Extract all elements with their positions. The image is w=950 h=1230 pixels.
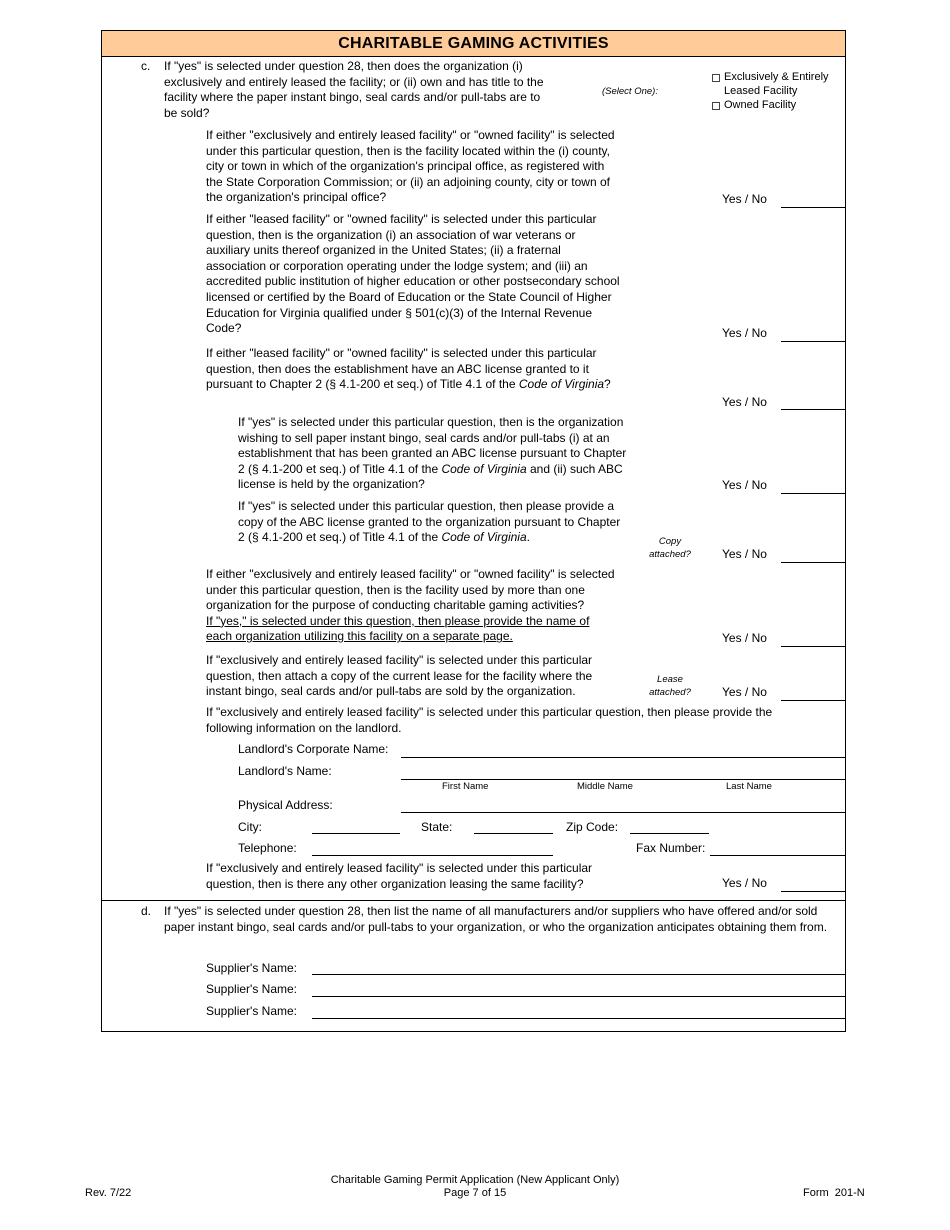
q-shared-facility <box>206 567 632 645</box>
answer-lease-attached[interactable] <box>781 700 845 701</box>
q-facility-location: If either "exclusively and entirely leased facility" or "owned facility" is selected under this particular question, then is the facility located within the (i) county, city or town in which of the organization's principal office, as registered with the State Corporation Commission; or (ii) an adjoining county, city or town of the organization's principal office? <box>206 128 615 205</box>
q-abc-license-text: If either "leased facility" or "owned facility" is selected under this particular question, then does the establishment have an ABC license granted to it pursuant to Chapter 2 (§ 4.1-200 et seq.) of Title 4.1 of the <box>206 346 597 392</box>
landlord-corp-label: Landlord's Corporate Name: <box>238 742 389 756</box>
supplier-field-1[interactable] <box>312 974 846 975</box>
supplier-field-2[interactable] <box>312 996 846 997</box>
yes-no-label: Yes / No <box>722 547 767 561</box>
supplier-label-3: Supplier's Name: <box>206 1004 297 1018</box>
q-abc-license-held <box>238 415 630 493</box>
landlord-name-field[interactable] <box>401 779 846 780</box>
q-abc-license <box>206 346 620 393</box>
footer-title: Charitable Gaming Permit Application (New Applicant Only) <box>330 1174 620 1186</box>
state-field[interactable] <box>474 833 553 834</box>
answer-other-lessee[interactable] <box>781 891 845 892</box>
facility-options <box>712 70 837 112</box>
q-abc-copy <box>238 499 630 546</box>
fax-field[interactable] <box>710 855 846 856</box>
yes-no-label: Yes / No <box>722 395 767 409</box>
physical-address-field[interactable] <box>401 812 846 813</box>
yes-no-label: Yes / No <box>722 876 767 890</box>
yes-no-label: Yes / No <box>722 631 767 645</box>
q-shared-facility-note-2: each organization utilizing this facility on a separate page. <box>206 629 513 644</box>
supplier-label-1: Supplier's Name: <box>206 961 297 975</box>
telephone-label: Telephone: <box>238 841 297 855</box>
q-organization-type: If either "leased facility" or "owned facility" is selected under this particular question, then is the organization (i) an association of war veterans or auxiliary units thereof organized in the United States; (ii) a fraternal association or corporation operating under the lodge system; and (iii) an accredited public institution of higher education or other postsecondary school licensed or certified by the Board of Education or the State Council of Higher Education for Virginia qualified under § 501(c)(3) of the Internal Revenue Code? <box>206 212 620 336</box>
city-field[interactable] <box>312 833 400 834</box>
checkbox-leased[interactable] <box>712 74 720 82</box>
code-of-virginia: Code of Virginia <box>441 530 527 545</box>
answer-organization-type[interactable] <box>781 341 845 342</box>
answer-abc-license[interactable] <box>781 409 845 410</box>
answer-abc-license-held[interactable] <box>781 493 845 494</box>
code-of-virginia: Code of Virginia <box>441 461 527 476</box>
yes-no-label: Yes / No <box>722 685 767 699</box>
code-of-virginia: Code of Virginia <box>518 377 605 392</box>
q-abc-held-end: and (ii) such ABC license is held by the organization? <box>238 461 623 492</box>
q-abc-copy-text: If "yes" is selected under this particular question, then please provide a copy of the ABC license granted to the organization pursuant to Chapter 2 (§ 4.1-200 et seq.) of Title 4.1 of the <box>238 499 621 545</box>
city-label: City: <box>238 820 262 834</box>
q-abc-held-text: If "yes" is selected under this particular question, then is the organization wishing to sell paper instant bingo, seal cards and/or pull-tabs (i) at an establishment that has been granted an ABC license pursuant to Chapter 2 (§ 4.1-200 et seq.) of Title 4.1 of the <box>238 415 627 476</box>
item-d-question: If "yes" is selected under question 28, then list the name of all manufacturers and/or suppliers who have offered and/or sold paper instant bingo, seal cards and/or pull-tabs to your organization, or who the organization anticipates obtaining them from. <box>164 904 828 934</box>
q-abc-copy-end: . <box>526 530 530 545</box>
last-name-caption: Last Name <box>726 781 772 792</box>
answer-copy-attached[interactable] <box>781 562 845 563</box>
yes-no-label: Yes / No <box>722 326 767 340</box>
q-landlord-info: If "exclusively and entirely leased facility" is selected under this particular question, then please provide the following information on the landlord. <box>206 705 773 735</box>
telephone-field[interactable] <box>312 855 553 856</box>
copy-attached-label: Copy attached? <box>649 536 691 560</box>
fax-label: Fax Number: <box>636 841 706 855</box>
landlord-name-label: Landlord's Name: <box>238 764 332 778</box>
answer-shared-facility[interactable] <box>781 646 845 647</box>
q-other-lessee: If "exclusively and entirely leased facility" is selected under this particular question, then is there any other organization leasing the same facility? <box>206 861 593 891</box>
landlord-corp-field[interactable] <box>401 757 846 758</box>
supplier-label-2: Supplier's Name: <box>206 982 297 996</box>
first-name-caption: First Name <box>442 781 489 792</box>
option-leased-label: Exclusively & Entirely Leased Facility <box>724 71 829 97</box>
q-shared-facility-note-1: If "yes," is selected under this question, then please provide the name of <box>206 613 590 628</box>
middle-name-caption: Middle Name <box>577 781 633 792</box>
footer-page: Page 7 of 15 <box>443 1187 507 1199</box>
option-leased[interactable] <box>712 70 837 98</box>
answer-facility-location[interactable] <box>781 207 845 208</box>
select-one-label: (Select One): <box>602 86 658 97</box>
footer-form: Form 201-N <box>803 1187 865 1199</box>
item-d-letter: d. <box>141 904 152 918</box>
option-owned[interactable] <box>712 98 837 112</box>
item-c-question: If "yes" is selected under question 28, then does the organization (i) exclusively and entirely leased the facility; or (ii) own and has title to the facility where the paper instant bingo, seal cards and/or pull-tabs are to be sold? <box>164 59 544 120</box>
q-lease-copy: If "exclusively and entirely leased facility" is selected under this particular question, then attach a copy of the current lease for the facility where the instant bingo, seal cards and/or pull-tabs are sold by the organization. <box>206 653 593 699</box>
supplier-field-3[interactable] <box>312 1018 846 1019</box>
yes-no-label: Yes / No <box>722 478 767 492</box>
footer-rev: Rev. 7/22 <box>85 1187 132 1199</box>
zip-label: Zip Code: <box>566 820 619 834</box>
yes-no-label: Yes / No <box>722 192 767 206</box>
lease-attached-label: Lease attached? <box>649 674 691 698</box>
section-title: CHARITABLE GAMING ACTIVITIES <box>102 31 845 57</box>
checkbox-owned[interactable] <box>712 102 720 110</box>
section-divider <box>102 900 845 901</box>
q-shared-facility-text: If either "exclusively and entirely leased facility" or "owned facility" is selected under this particular question, then is the facility used by more than one organization for the purpose of conducting charitable gaming activities? <box>206 567 615 613</box>
zip-field[interactable] <box>630 833 709 834</box>
option-owned-label: Owned Facility <box>724 99 797 111</box>
item-c-letter: c. <box>141 59 151 73</box>
state-label: State: <box>421 820 453 834</box>
q-abc-license-end: ? <box>604 377 611 392</box>
physical-address-label: Physical Address: <box>238 798 333 812</box>
